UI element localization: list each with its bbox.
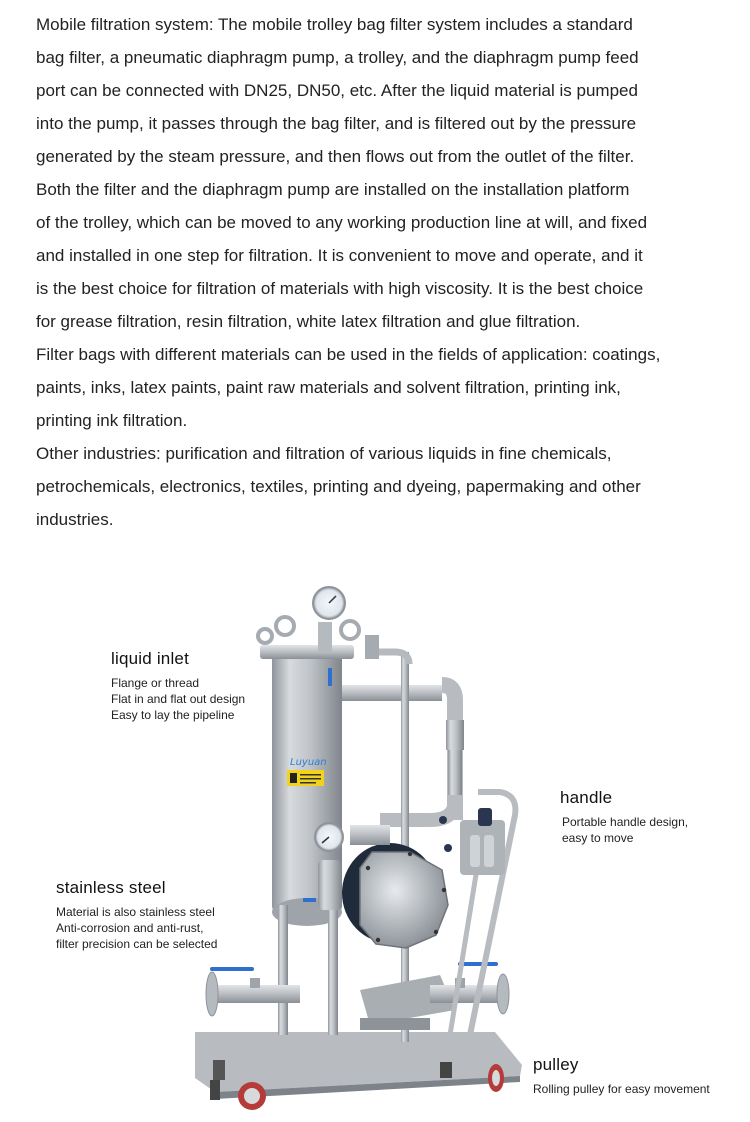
text-line: generated by the steam pressure, and then flows out from the outlet of the filter.	[36, 147, 635, 166]
text-line: of the trolley, which can be moved to any working production line at will, and fixed	[36, 213, 648, 232]
text-line: bag filter, a pneumatic diaphragm pump, a trolley, and the diaphragm pump feed	[36, 48, 639, 67]
inlet-outlet-valves	[206, 962, 509, 1016]
callout-title: handle	[560, 788, 613, 807]
bag-filter-housing	[258, 587, 359, 1035]
callout-title: liquid inlet	[111, 649, 190, 668]
callout-line: Easy to lay the pipeline	[111, 708, 235, 722]
callout-handle	[560, 788, 688, 846]
text-line: Mobile filtration system: The mobile trolley bag filter system includes a standard	[36, 15, 633, 34]
callout-line: Flange or thread	[111, 676, 200, 690]
callout-line: filter precision can be selected	[56, 937, 218, 951]
callout-liquid-inlet	[111, 649, 245, 723]
text-line: is the best choice for filtration of materials with high viscosity. It is the best choice	[36, 279, 644, 298]
text-line: industries.	[36, 510, 114, 529]
text-line: into the pump, it passes through the bag filter, and is filtered out by the pressure	[36, 114, 637, 133]
callout-line: Flat in and flat out design	[111, 692, 246, 706]
text-line: paints, inks, latex paints, paint raw materials and solvent filtration, printing ink,	[36, 378, 621, 397]
callout-title: stainless steel	[56, 878, 166, 897]
callout-line: Rolling pulley for easy movement	[533, 1082, 710, 1096]
text-line: Both the filter and the diaphragm pump are installed on the installation platform	[36, 180, 630, 199]
callout-line: Portable handle design,	[562, 815, 689, 829]
text-line: for grease filtration, resin filtration, white latex filtration and glue filtration.	[36, 312, 581, 331]
text-line: Filter bags with different materials can be used in the fields of application: coatings,	[36, 345, 661, 364]
callout-title: pulley	[533, 1055, 579, 1074]
callout-line: Anti-corrosion and anti-rust,	[56, 921, 204, 935]
callout-pulley	[533, 1055, 710, 1097]
text-line: petrochemicals, electronics, textiles, printing and dyeing, papermaking and other	[36, 477, 641, 496]
callout-line: easy to move	[562, 831, 634, 845]
text-line: printing ink filtration.	[36, 411, 188, 430]
text-line: port can be connected with DN25, DN50, etc. After the liquid material is pumped	[36, 81, 638, 100]
text-line: and installed in one step for filtration. It is convenient to move and operate, and it	[36, 246, 643, 265]
product-figure	[0, 560, 750, 1122]
text-line: Other industries: purification and filtration of various liquids in fine chemicals,	[36, 444, 612, 463]
callout-stainless-steel	[56, 878, 217, 952]
callout-line: Material is also stainless steel	[56, 905, 215, 919]
svg-text:Luyuan: Luyuan	[290, 757, 327, 768]
article-body	[36, 8, 748, 536]
